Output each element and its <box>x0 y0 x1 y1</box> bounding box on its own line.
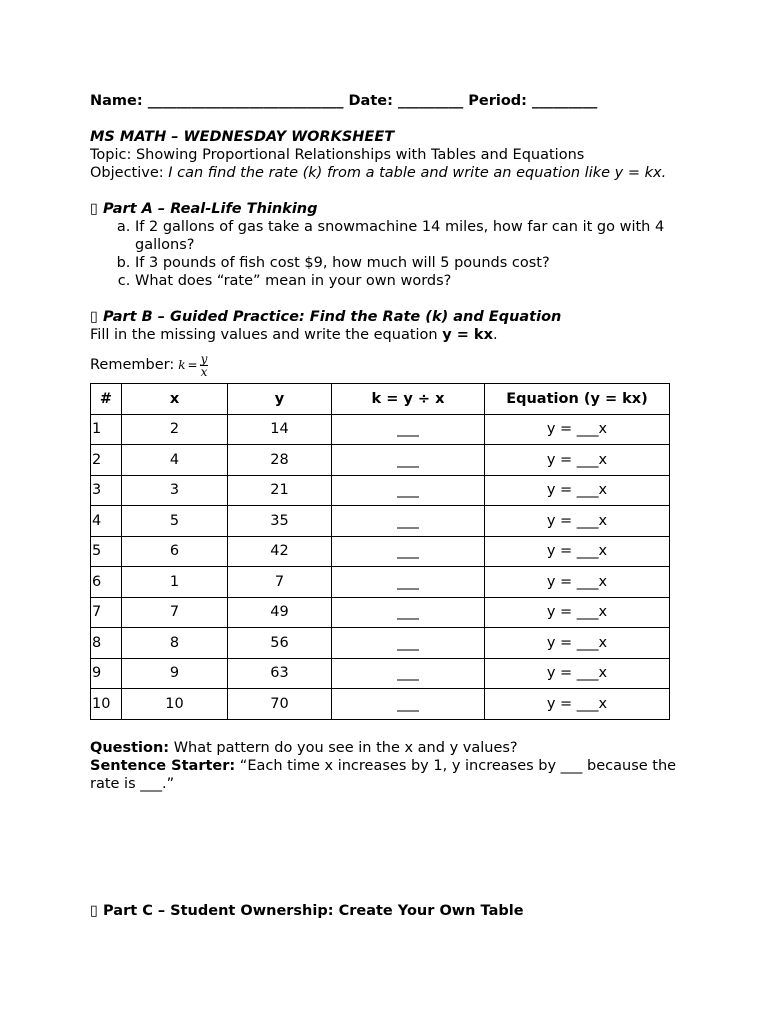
x-cell: 3 <box>122 475 228 506</box>
question-a: a. If 2 gallons of gas take a snowmachine 14 miles, how far can it go with 4 gallons? <box>135 218 680 254</box>
part-b-title: Part B – Guided Practice: Find the Rate (k) and Equation <box>103 309 562 325</box>
instructions-equation: y = kx <box>442 327 493 343</box>
equation-cell: y = ___x <box>485 597 670 628</box>
k-blank-cell: ___ <box>332 536 485 567</box>
table-row <box>91 597 670 628</box>
question-b: b. If 3 pounds of fish cost $9, how much will 5 pounds cost? <box>135 254 680 272</box>
table-row <box>91 506 670 537</box>
header-x: x <box>122 384 228 415</box>
part-a-questions <box>90 218 680 290</box>
row-number-cell: 10 <box>91 689 122 720</box>
objective-label: Objective: <box>90 165 169 181</box>
formula-k: k <box>178 358 186 372</box>
k-blank-cell: ___ <box>332 506 485 537</box>
formula-denominator: x <box>200 364 208 379</box>
y-cell: 7 <box>228 567 332 598</box>
x-cell: 8 <box>122 628 228 659</box>
x-cell: 2 <box>122 414 228 445</box>
table-row <box>91 658 670 689</box>
y-cell: 28 <box>228 445 332 476</box>
equation-cell: y = ___x <box>485 658 670 689</box>
y-cell: 42 <box>228 536 332 567</box>
k-blank-cell: ___ <box>332 689 485 720</box>
x-cell: 4 <box>122 445 228 476</box>
worksheet-page <box>90 92 680 793</box>
table-row <box>91 414 670 445</box>
x-cell: 5 <box>122 506 228 537</box>
table-row <box>91 445 670 476</box>
equation-cell: y = ___x <box>485 567 670 598</box>
part-b-checkbox-icon: ▯ <box>90 309 98 325</box>
y-cell: 56 <box>228 628 332 659</box>
k-blank-cell: ___ <box>332 445 485 476</box>
sentence-starter-text: “Each time x increases by 1, y increases by ___ because the rate is ___.” <box>90 757 677 792</box>
x-cell: 9 <box>122 658 228 689</box>
rate-formula <box>178 353 208 378</box>
k-blank-cell: ___ <box>332 628 485 659</box>
equation-cell: y = ___x <box>485 506 670 537</box>
remember-formula <box>90 349 680 381</box>
header-equation: Equation (y = kx) <box>485 384 670 415</box>
table-row <box>91 475 670 506</box>
x-cell: 10 <box>122 689 228 720</box>
question-line <box>90 739 680 757</box>
equation-cell: y = ___x <box>485 536 670 567</box>
row-number-cell: 9 <box>91 658 122 689</box>
row-number-cell: 2 <box>91 445 122 476</box>
topic-line: Topic: Showing Proportional Relationships with Tables and Equations <box>90 147 585 163</box>
row-number-cell: 7 <box>91 597 122 628</box>
instructions-text: Fill in the missing values and write the equation <box>90 327 443 343</box>
table-row <box>91 689 670 720</box>
part-c-title: Part C – Student Ownership: Create Your Own Table <box>103 903 524 919</box>
formula-equals: = <box>187 358 198 372</box>
part-a-section <box>90 200 680 290</box>
table-header-row <box>91 384 670 415</box>
y-cell: 21 <box>228 475 332 506</box>
row-number-cell: 6 <box>91 567 122 598</box>
row-number-cell: 4 <box>91 506 122 537</box>
y-cell: 49 <box>228 597 332 628</box>
header-number: # <box>91 384 122 415</box>
k-blank-cell: ___ <box>332 475 485 506</box>
row-number-cell: 3 <box>91 475 122 506</box>
row-number-cell: 1 <box>91 414 122 445</box>
y-cell: 70 <box>228 689 332 720</box>
question-c: c. What does “rate” mean in your own words? <box>135 272 680 290</box>
header-k: k = y ÷ x <box>332 384 485 415</box>
row-number-cell: 8 <box>91 628 122 659</box>
equation-cell: y = ___x <box>485 445 670 476</box>
row-number-cell: 5 <box>91 536 122 567</box>
name-date-period-line: Name: ___________________________ Date: _________ Period: _________ <box>90 93 598 109</box>
part-b-heading <box>90 308 680 326</box>
part-b-instructions <box>90 326 680 344</box>
reflection-block <box>90 739 680 793</box>
rate-table <box>90 383 670 720</box>
table-row <box>91 628 670 659</box>
y-cell: 14 <box>228 414 332 445</box>
worksheet-title: MS MATH – WEDNESDAY WORKSHEET <box>90 129 395 145</box>
x-cell: 7 <box>122 597 228 628</box>
sentence-starter-label: Sentence Starter: <box>90 757 236 774</box>
intro-block <box>90 128 680 182</box>
table-body <box>91 414 670 719</box>
x-cell: 6 <box>122 536 228 567</box>
header-y: y <box>228 384 332 415</box>
k-blank-cell: ___ <box>332 658 485 689</box>
equation-cell: y = ___x <box>485 689 670 720</box>
equation-cell: y = ___x <box>485 475 670 506</box>
k-blank-cell: ___ <box>332 597 485 628</box>
y-cell: 35 <box>228 506 332 537</box>
formula-fraction <box>200 353 209 378</box>
k-blank-cell: ___ <box>332 414 485 445</box>
objective-line <box>90 164 680 182</box>
part-b-section <box>90 308 680 720</box>
sentence-starter-line <box>90 757 680 793</box>
equation-cell: y = ___x <box>485 414 670 445</box>
table-row <box>91 536 670 567</box>
question-label: Question: <box>90 739 170 756</box>
part-c-checkbox-icon: ▯ <box>90 903 98 919</box>
k-blank-cell: ___ <box>332 567 485 598</box>
remember-label: Remember: <box>90 357 175 373</box>
x-cell: 1 <box>122 567 228 598</box>
part-c-heading <box>90 902 524 920</box>
table-row <box>91 567 670 598</box>
part-a-heading <box>90 200 680 218</box>
objective-text: I can find the rate (k) from a table and write an equation like y = kx. <box>168 165 667 181</box>
question-text: What pattern do you see in the x and y values? <box>169 739 518 756</box>
instructions-period: . <box>492 327 498 343</box>
formula-numerator: y <box>200 351 208 366</box>
part-a-checkbox-icon: ▯ <box>90 201 98 217</box>
part-a-title: Part A – Real-Life Thinking <box>103 201 318 217</box>
y-cell: 63 <box>228 658 332 689</box>
equation-cell: y = ___x <box>485 628 670 659</box>
